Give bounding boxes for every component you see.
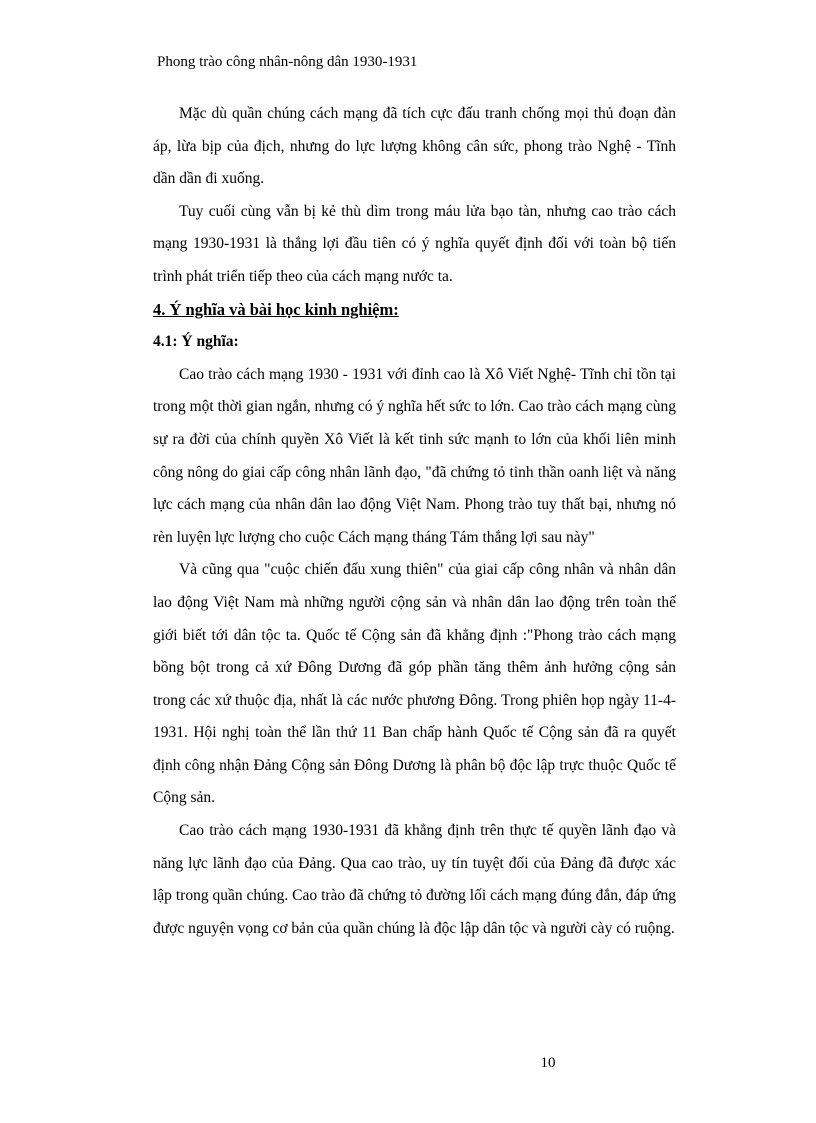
section-heading: 4. Ý nghĩa và bài học kinh nghiệm: <box>153 299 399 319</box>
paragraph-significance: Cao trào cách mạng 1930 - 1931 với đỉnh cao là Xô Viết Nghệ- Tĩnh chỉ tồn tại trong một thời gian ngắn, nhưng có ý nghĩa hết sức to lớn. Cao trào cách mạng cùng sự ra đời của chính quyền Xô Viết là kết tinh sức mạnh to lớn của khối liên minh công nông do giai cấp công nhân lãnh đạo, "đã chứng tỏ tinh thần oanh liệt và năng lực cách mạng của nhân dân lao động Việt Nam. Phong trào tuy thất bại, nhưng nó rèn luyện lực lượng cho cuộc Cách mạng tháng Tám thắng lợi sau này" <box>153 365 676 546</box>
page-number: 10 <box>540 1055 556 1071</box>
document-body <box>153 98 676 945</box>
paragraph-first-victory: Tuy cuối cùng vẫn bị kẻ thù dìm trong máu lửa bạo tàn, nhưng cao trào cách mạng 1930-1931 là thắng lợi đầu tiên có ý nghĩa quyết định đối với toàn bộ tiến trình phát triển tiếp theo của cách mạng nước ta. <box>153 202 676 285</box>
paragraph-movement-decline: Mặc dù quần chúng cách mạng đã tích cực đấu tranh chống mọi thủ đoạn đàn áp, lừa bịp của địch, nhưng do lực lượng không cân sức, phong trào Nghệ - Tĩnh dần dần đi xuống. <box>153 105 676 188</box>
subsection-heading: 4.1: Ý nghĩa: <box>153 333 239 351</box>
paragraph-comintern: Và cũng qua "cuộc chiến đấu xung thiên" của giai cấp công nhân và nhân dân lao động Việt Nam mà những người cộng sản và nhân dân lao động trên toàn thế giới biết tới dân tộc ta. Quốc tế Cộng sản đã khẳng định :"Phong trào cách mạng bồng bột trong cả xứ Đông Dương đã góp phần tăng thêm ảnh hưởng cộng sản trong các xứ thuộc địa, nhất là các nước phương Đông. Trong phiên họp ngày 11-4-1931. Hội nghị toàn thể lần thứ 11 Ban chấp hành Quốc tế Cộng sản đã ra quyết định công nhận Đảng Cộng sản Đông Dương là phân bộ độc lập trực thuộc Quốc tế Cộng sản. <box>153 561 676 807</box>
running-header: Phong trào công nhân-nông dân 1930-1931 <box>157 54 418 70</box>
paragraph-party-leadership: Cao trào cách mạng 1930-1931 đã khẳng định trên thực tế quyền lãnh đạo và năng lực lãnh đạo của Đảng. Qua cao trào, uy tín tuyệt đối của Đảng đã được xác lập trong quần chúng. Cao trào đã chứng tỏ đường lối cách mạng đúng đắn, đáp ứng được nguyện vọng cơ bản của quần chúng là độc lập dân tộc và người cày có ruộng. <box>153 822 676 937</box>
